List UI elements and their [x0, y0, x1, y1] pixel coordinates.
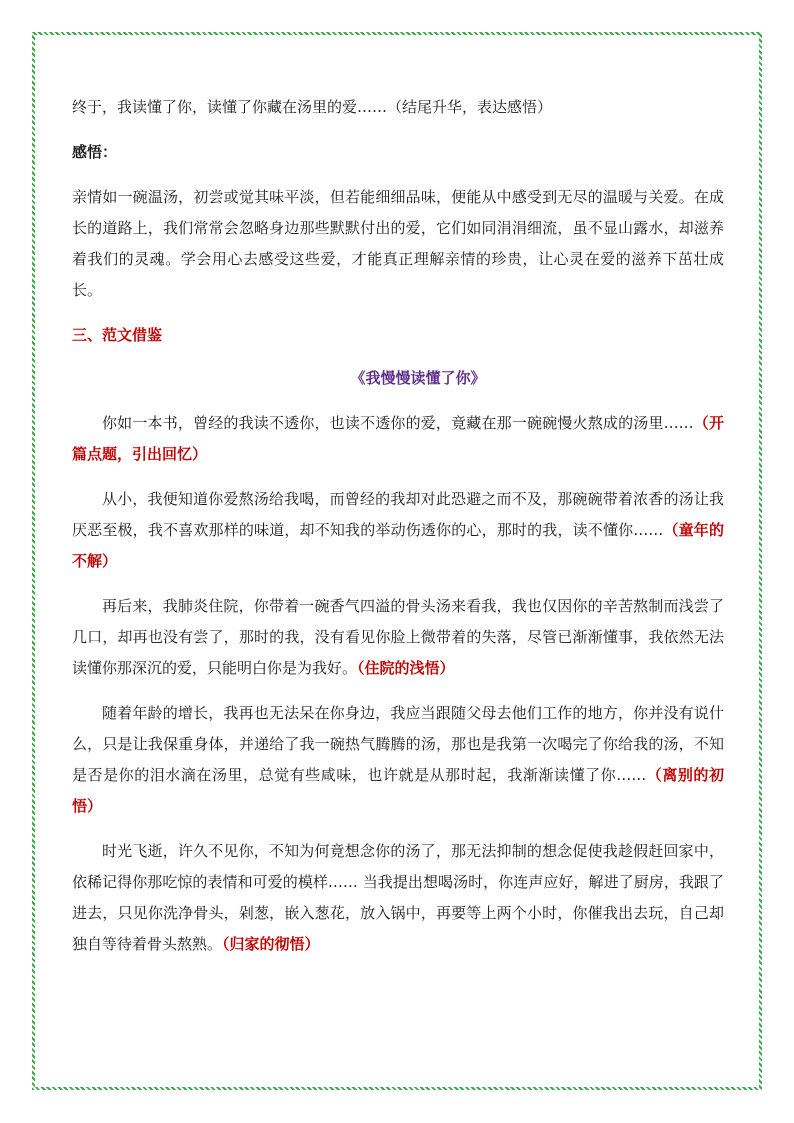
paragraph-text: 随着年龄的增长，我再也无法呆在你身边，我应当跟随父母去他们工作的地方，你并没有说什么，只是让我保重身体，并递给了我一碗热气腾腾的汤，那也是我第一次喝完了你给我的汤，不知是否是你的泪水滴在汤里，总觉有些咸味，也许就是从那时起，我渐渐读懂了你……	[72, 704, 724, 784]
essay-paragraph	[72, 698, 724, 822]
document-body	[72, 92, 724, 960]
essay-paragraph	[72, 408, 724, 470]
insight-paragraph: 亲情如一碗温汤，初尝或觉其味平淡，但若能细细品味，便能从中感受到无尽的温暖与关爱。在成长的道路上，我们常常会忽略身边那些默默付出的爱，它们如同涓涓细流，虽不显山露水，却滋养着我们的灵魂。学会用心去感受这些爱，才能真正理解亲情的珍贵，让心灵在爱的滋养下茁壮成长。	[72, 188, 724, 299]
paragraph-text: 你如一本书，曾经的我读不透你，也读不透你的爱，竟藏在那一碗碗慢火熬成的汤里……	[102, 414, 694, 432]
essay-paragraph	[72, 484, 724, 577]
essay-title: 《我慢慢读懂了你》	[350, 369, 486, 387]
paragraph-annotation: （归家的彻悟）	[222, 935, 320, 953]
insight-heading: 感悟：	[72, 143, 118, 161]
paragraph-annotation: （童年的不解）	[72, 521, 724, 570]
paragraph-text: 时光飞逝，许久不见你，不知为何竟想念你的汤了，那无法抑制的想念促使我趁假赶回家中，依稀记得你那吃惊的表情和可爱的模样…… 当我提出想喝汤时，你连声应好，解进了厨房，我跟了进去，只见你洗净骨头，剁葱，嵌入葱花，放入锅中，再要等上两个小时，你催我出去玩，自己却独自等待着骨头熬熟。	[72, 842, 724, 953]
intro-line: 终于，我读懂了你，读懂了你藏在汤里的爱……（结尾升华，表达感悟）	[72, 98, 553, 116]
paragraph-text: 从小，我便知道你爱熬汤给我喝，而曾经的我却对此恐避之而不及，那碗碗带着浓香的汤让我厌恶至极，我不喜欢那样的味道，却不知我的举动伤透你的心，那时的我，读不懂你……	[72, 490, 724, 539]
paragraph-annotation: （住院的浅悟）	[357, 659, 455, 677]
essay-paragraph	[72, 591, 724, 684]
paragraph-annotation: （开篇点题，引出回忆）	[72, 414, 724, 463]
section-heading: 三、范文借鉴	[72, 326, 163, 344]
paragraph-annotation: （离别的初悟）	[72, 766, 724, 815]
essay-paragraph	[72, 836, 724, 960]
paragraph-text: 再后来，我肺炎住院，你带着一碗香气四溢的骨头汤来看我，我也仅因你的辛苦熬制而浅尝了几口，却再也没有尝了，那时的我，没有看见你脸上微带着的失落，尽管已渐渐懂事，我依然无法读懂你那深沉的爱，只能明白你是为我好。	[72, 597, 724, 677]
